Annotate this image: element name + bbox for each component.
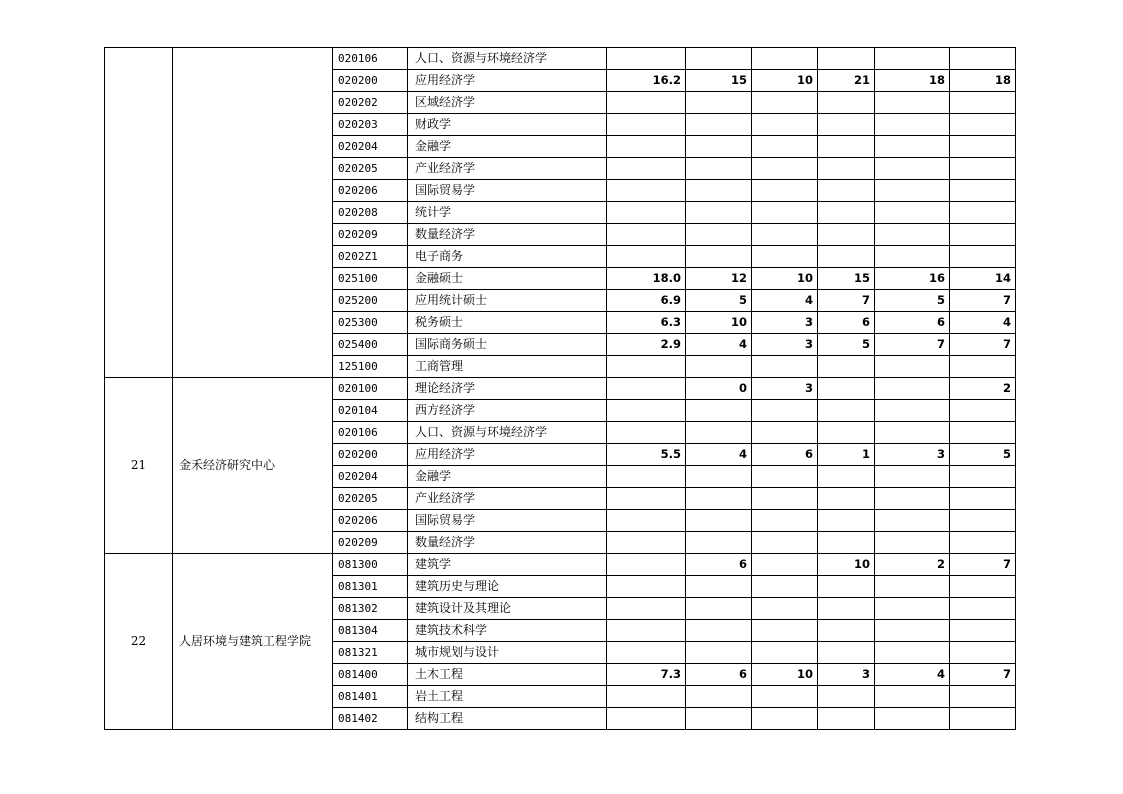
- major-name-cell: 应用统计硕士: [408, 290, 607, 312]
- value-cell: 6.3: [607, 312, 686, 334]
- value-cell: 5: [950, 444, 1016, 466]
- value-cell: 6: [818, 312, 875, 334]
- value-cell: [818, 92, 875, 114]
- value-cell: [752, 246, 818, 268]
- value-cell: [752, 158, 818, 180]
- department-name-cell: 金禾经济研究中心: [173, 378, 333, 554]
- value-cell: [875, 466, 950, 488]
- value-cell: [686, 48, 752, 70]
- major-code-cell: 081304: [333, 620, 408, 642]
- value-cell: [607, 158, 686, 180]
- major-name-cell: 建筑学: [408, 554, 607, 576]
- value-cell: 7: [950, 334, 1016, 356]
- major-code-cell: 081402: [333, 708, 408, 730]
- value-cell: [752, 400, 818, 422]
- major-code-cell: 025200: [333, 290, 408, 312]
- major-name-cell: 工商管理: [408, 356, 607, 378]
- value-cell: 6: [875, 312, 950, 334]
- value-cell: [818, 400, 875, 422]
- value-cell: 5: [875, 290, 950, 312]
- value-cell: [818, 48, 875, 70]
- major-name-cell: 建筑设计及其理论: [408, 598, 607, 620]
- value-cell: 3: [752, 334, 818, 356]
- value-cell: [686, 576, 752, 598]
- department-name-cell: [173, 48, 333, 378]
- value-cell: 7: [875, 334, 950, 356]
- value-cell: [875, 180, 950, 202]
- value-cell: [686, 686, 752, 708]
- admission-data-table: [104, 47, 1016, 730]
- value-cell: 10: [752, 268, 818, 290]
- value-cell: [950, 400, 1016, 422]
- value-cell: 7.3: [607, 664, 686, 686]
- value-cell: [752, 554, 818, 576]
- value-cell: 0: [686, 378, 752, 400]
- value-cell: [752, 708, 818, 730]
- value-cell: 4: [752, 290, 818, 312]
- value-cell: [950, 488, 1016, 510]
- value-cell: 18: [950, 70, 1016, 92]
- value-cell: [607, 488, 686, 510]
- value-cell: [950, 158, 1016, 180]
- value-cell: 6: [686, 664, 752, 686]
- value-cell: 5: [686, 290, 752, 312]
- major-name-cell: 建筑技术科学: [408, 620, 607, 642]
- value-cell: 7: [950, 664, 1016, 686]
- value-cell: 4: [686, 444, 752, 466]
- value-cell: [818, 158, 875, 180]
- value-cell: [752, 576, 818, 598]
- value-cell: [607, 708, 686, 730]
- value-cell: 6: [752, 444, 818, 466]
- value-cell: [875, 202, 950, 224]
- value-cell: [607, 180, 686, 202]
- value-cell: 10: [752, 70, 818, 92]
- major-name-cell: 金融硕士: [408, 268, 607, 290]
- major-name-cell: 建筑历史与理论: [408, 576, 607, 598]
- value-cell: [686, 532, 752, 554]
- value-cell: [875, 114, 950, 136]
- value-cell: [686, 620, 752, 642]
- value-cell: [752, 92, 818, 114]
- value-cell: [686, 488, 752, 510]
- value-cell: [818, 708, 875, 730]
- major-code-cell: 081321: [333, 642, 408, 664]
- value-cell: [818, 422, 875, 444]
- major-code-cell: 081302: [333, 598, 408, 620]
- value-cell: 3: [818, 664, 875, 686]
- value-cell: [875, 598, 950, 620]
- value-cell: 7: [818, 290, 875, 312]
- value-cell: 2.9: [607, 334, 686, 356]
- major-name-cell: 国际商务硕士: [408, 334, 607, 356]
- value-cell: [752, 136, 818, 158]
- value-cell: [607, 114, 686, 136]
- value-cell: [818, 356, 875, 378]
- value-cell: [686, 598, 752, 620]
- value-cell: [950, 708, 1016, 730]
- value-cell: [686, 356, 752, 378]
- value-cell: [875, 422, 950, 444]
- major-name-cell: 产业经济学: [408, 488, 607, 510]
- value-cell: [875, 488, 950, 510]
- major-code-cell: 020209: [333, 532, 408, 554]
- major-name-cell: 理论经济学: [408, 378, 607, 400]
- value-cell: [607, 466, 686, 488]
- value-cell: [686, 114, 752, 136]
- major-code-cell: 020204: [333, 466, 408, 488]
- value-cell: 18.0: [607, 268, 686, 290]
- value-cell: [818, 686, 875, 708]
- value-cell: [607, 554, 686, 576]
- value-cell: [752, 532, 818, 554]
- value-cell: [950, 48, 1016, 70]
- value-cell: [607, 356, 686, 378]
- value-cell: [686, 708, 752, 730]
- value-cell: [686, 400, 752, 422]
- major-code-cell: 020200: [333, 70, 408, 92]
- value-cell: [818, 180, 875, 202]
- major-name-cell: 产业经济学: [408, 158, 607, 180]
- major-code-cell: 020204: [333, 136, 408, 158]
- dept-index-cell: 21: [105, 378, 173, 554]
- value-cell: 10: [686, 312, 752, 334]
- major-name-cell: 结构工程: [408, 708, 607, 730]
- value-cell: [950, 224, 1016, 246]
- value-cell: [818, 576, 875, 598]
- value-cell: 15: [818, 268, 875, 290]
- value-cell: [752, 642, 818, 664]
- major-name-cell: 金融学: [408, 136, 607, 158]
- value-cell: [950, 466, 1016, 488]
- value-cell: [607, 378, 686, 400]
- value-cell: [607, 532, 686, 554]
- value-cell: [686, 246, 752, 268]
- value-cell: 7: [950, 554, 1016, 576]
- value-cell: [686, 180, 752, 202]
- major-code-cell: 020208: [333, 202, 408, 224]
- major-code-cell: 020206: [333, 510, 408, 532]
- value-cell: [950, 246, 1016, 268]
- dept-index-cell: [105, 48, 173, 378]
- value-cell: [752, 422, 818, 444]
- major-name-cell: 西方经济学: [408, 400, 607, 422]
- value-cell: [875, 510, 950, 532]
- value-cell: 5.5: [607, 444, 686, 466]
- major-code-cell: 081301: [333, 576, 408, 598]
- value-cell: 2: [875, 554, 950, 576]
- value-cell: [752, 114, 818, 136]
- value-cell: 15: [686, 70, 752, 92]
- value-cell: [686, 466, 752, 488]
- major-name-cell: 税务硕士: [408, 312, 607, 334]
- major-name-cell: 应用经济学: [408, 444, 607, 466]
- value-cell: 14: [950, 268, 1016, 290]
- major-code-cell: 081300: [333, 554, 408, 576]
- major-code-cell: 020100: [333, 378, 408, 400]
- value-cell: [818, 488, 875, 510]
- value-cell: [875, 246, 950, 268]
- value-cell: 4: [686, 334, 752, 356]
- value-cell: [607, 400, 686, 422]
- value-cell: [686, 202, 752, 224]
- value-cell: [875, 400, 950, 422]
- major-name-cell: 岩土工程: [408, 686, 607, 708]
- value-cell: 10: [818, 554, 875, 576]
- major-name-cell: 应用经济学: [408, 70, 607, 92]
- major-code-cell: 025300: [333, 312, 408, 334]
- value-cell: 6: [686, 554, 752, 576]
- value-cell: [607, 686, 686, 708]
- value-cell: [752, 202, 818, 224]
- major-code-cell: 020106: [333, 48, 408, 70]
- value-cell: 4: [875, 664, 950, 686]
- value-cell: 3: [752, 378, 818, 400]
- value-cell: 21: [818, 70, 875, 92]
- major-name-cell: 土木工程: [408, 664, 607, 686]
- value-cell: [752, 356, 818, 378]
- value-cell: [818, 224, 875, 246]
- value-cell: 7: [950, 290, 1016, 312]
- value-cell: 4: [950, 312, 1016, 334]
- value-cell: [950, 180, 1016, 202]
- value-cell: [875, 356, 950, 378]
- value-cell: [818, 378, 875, 400]
- value-cell: [607, 246, 686, 268]
- value-cell: 16.2: [607, 70, 686, 92]
- major-name-cell: 统计学: [408, 202, 607, 224]
- value-cell: [607, 642, 686, 664]
- value-cell: [686, 158, 752, 180]
- value-cell: [875, 576, 950, 598]
- admission-table-page: [104, 47, 1015, 735]
- value-cell: [950, 686, 1016, 708]
- major-name-cell: 城市规划与设计: [408, 642, 607, 664]
- value-cell: [950, 532, 1016, 554]
- value-cell: [818, 466, 875, 488]
- major-code-cell: 025400: [333, 334, 408, 356]
- value-cell: [686, 136, 752, 158]
- value-cell: [607, 510, 686, 532]
- value-cell: [752, 598, 818, 620]
- value-cell: [875, 620, 950, 642]
- major-code-cell: 020205: [333, 488, 408, 510]
- value-cell: [950, 620, 1016, 642]
- value-cell: [950, 202, 1016, 224]
- value-cell: 6.9: [607, 290, 686, 312]
- value-cell: [607, 598, 686, 620]
- major-code-cell: 020203: [333, 114, 408, 136]
- value-cell: [875, 532, 950, 554]
- major-code-cell: 020202: [333, 92, 408, 114]
- value-cell: [607, 92, 686, 114]
- value-cell: [950, 510, 1016, 532]
- value-cell: [818, 136, 875, 158]
- value-cell: [950, 422, 1016, 444]
- major-name-cell: 数量经济学: [408, 224, 607, 246]
- value-cell: [752, 620, 818, 642]
- value-cell: 1: [818, 444, 875, 466]
- value-cell: 18: [875, 70, 950, 92]
- major-code-cell: 020200: [333, 444, 408, 466]
- value-cell: [950, 136, 1016, 158]
- value-cell: [818, 246, 875, 268]
- value-cell: 3: [752, 312, 818, 334]
- value-cell: [875, 92, 950, 114]
- value-cell: [875, 48, 950, 70]
- value-cell: [752, 180, 818, 202]
- major-code-cell: 020206: [333, 180, 408, 202]
- value-cell: [818, 620, 875, 642]
- value-cell: [875, 136, 950, 158]
- major-name-cell: 区域经济学: [408, 92, 607, 114]
- table-row: [105, 48, 1016, 70]
- major-code-cell: 020106: [333, 422, 408, 444]
- value-cell: [607, 136, 686, 158]
- value-cell: [686, 92, 752, 114]
- value-cell: [686, 224, 752, 246]
- value-cell: [752, 224, 818, 246]
- major-code-cell: 125100: [333, 356, 408, 378]
- value-cell: [950, 356, 1016, 378]
- value-cell: [875, 708, 950, 730]
- value-cell: [752, 686, 818, 708]
- value-cell: [818, 202, 875, 224]
- value-cell: [607, 576, 686, 598]
- value-cell: 16: [875, 268, 950, 290]
- major-name-cell: 国际贸易学: [408, 510, 607, 532]
- table-row: [105, 554, 1016, 576]
- value-cell: [818, 114, 875, 136]
- value-cell: [686, 422, 752, 444]
- value-cell: [752, 48, 818, 70]
- value-cell: [686, 510, 752, 532]
- major-name-cell: 国际贸易学: [408, 180, 607, 202]
- major-code-cell: 020205: [333, 158, 408, 180]
- value-cell: [818, 510, 875, 532]
- value-cell: [875, 642, 950, 664]
- value-cell: [607, 224, 686, 246]
- value-cell: [607, 620, 686, 642]
- value-cell: 5: [818, 334, 875, 356]
- value-cell: [752, 488, 818, 510]
- value-cell: 3: [875, 444, 950, 466]
- value-cell: [950, 642, 1016, 664]
- value-cell: [875, 224, 950, 246]
- major-code-cell: 0202Z1: [333, 246, 408, 268]
- value-cell: [875, 158, 950, 180]
- value-cell: [818, 598, 875, 620]
- table-row: [105, 378, 1016, 400]
- major-name-cell: 财政学: [408, 114, 607, 136]
- major-code-cell: 081400: [333, 664, 408, 686]
- value-cell: [950, 576, 1016, 598]
- value-cell: [875, 686, 950, 708]
- major-name-cell: 人口、资源与环境经济学: [408, 422, 607, 444]
- department-name-cell: 人居环境与建筑工程学院: [173, 554, 333, 730]
- value-cell: [607, 48, 686, 70]
- major-code-cell: 020104: [333, 400, 408, 422]
- major-name-cell: 人口、资源与环境经济学: [408, 48, 607, 70]
- major-code-cell: 081401: [333, 686, 408, 708]
- major-code-cell: 025100: [333, 268, 408, 290]
- value-cell: [752, 466, 818, 488]
- value-cell: [950, 598, 1016, 620]
- major-name-cell: 金融学: [408, 466, 607, 488]
- value-cell: [950, 114, 1016, 136]
- value-cell: [818, 642, 875, 664]
- value-cell: [607, 202, 686, 224]
- major-name-cell: 电子商务: [408, 246, 607, 268]
- value-cell: [686, 642, 752, 664]
- value-cell: 2: [950, 378, 1016, 400]
- value-cell: [875, 378, 950, 400]
- value-cell: [752, 510, 818, 532]
- value-cell: [607, 422, 686, 444]
- value-cell: 10: [752, 664, 818, 686]
- table-body: [105, 48, 1016, 730]
- value-cell: [950, 92, 1016, 114]
- major-name-cell: 数量经济学: [408, 532, 607, 554]
- dept-index-cell: 22: [105, 554, 173, 730]
- value-cell: [818, 532, 875, 554]
- value-cell: 12: [686, 268, 752, 290]
- major-code-cell: 020209: [333, 224, 408, 246]
